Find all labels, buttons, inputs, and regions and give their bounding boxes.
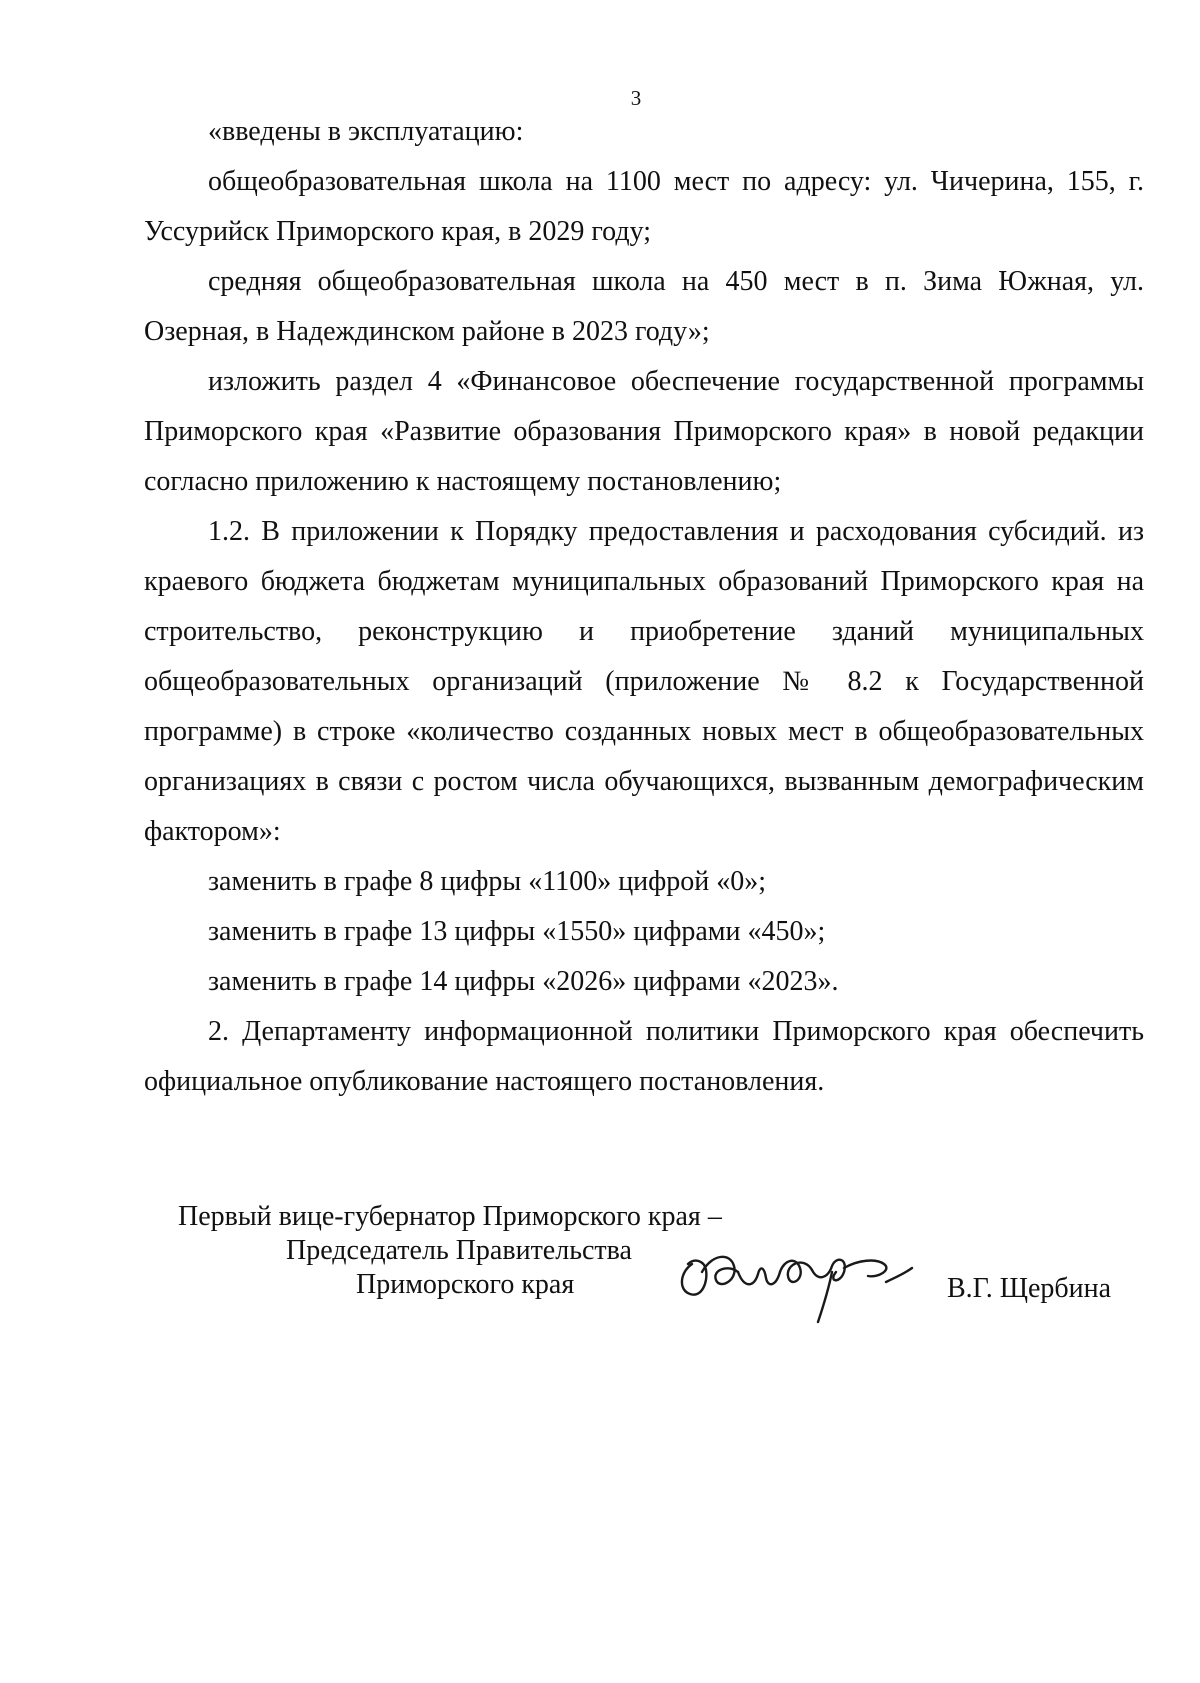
paragraph-commissioned-intro: «введены в эксплуатацию:: [208, 116, 524, 147]
paragraph-replace-column-14: заменить в графе 14 цифры «2026» цифрами «2023».: [208, 966, 839, 997]
paragraph-replace-column-13: заменить в графе 13 цифры «1550» цифрами «450»;: [208, 916, 826, 947]
paragraph-replace-column-8: заменить в графе 8 цифры «1100» цифрой «0»;: [208, 866, 767, 897]
document-body: [144, 107, 1144, 1107]
position-line-2: Председатель Правительства: [286, 1235, 632, 1266]
position-line-1: Первый вице-губернатор Приморского края –: [178, 1201, 722, 1232]
handwritten-signature: [672, 1242, 917, 1327]
signatory-position: [178, 1200, 722, 1302]
position-line-3: Приморского края: [356, 1269, 575, 1300]
paragraph-school-1100: общеобразовательная школа на 1100 мест по адресу: ул. Чичерина, 155, г. Уссурийск Приморского края, в 2029 году;: [144, 166, 1144, 247]
paragraph-school-450: средняя общеобразовательная школа на 450 мест в п. Зима Южная, ул. Озерная, в Надеждинском районе в 2023 году»;: [144, 266, 1144, 347]
paragraph-2-publication: 2. Департаменту информационной политики Приморского края обеспечить официальное опубликование настоящего постановления.: [144, 1016, 1144, 1097]
page-number: 3: [630, 86, 642, 110]
paragraph-section-4: изложить раздел 4 «Финансовое обеспечение государственной программы Приморского края «Развитие образования Приморского края» в новой редакции согласно приложению к настоящему постановлению;: [144, 366, 1144, 497]
signer-name: В.Г. Щербина: [947, 1273, 1112, 1304]
paragraph-1-2: 1.2. В приложении к Порядку предоставления и расходования субсидий. из краевого бюджета бюджетам муниципальных образований Приморского края на строительство, реконструкцию и приобретение зданий муниципальных общеобразовательных организаций (приложение № 8.2 к Государственной программе) в строке «количество созданных новых мест в общеобразовательных организациях в связи с ростом числа обучающихся, вызванным демографическим фактором»:: [144, 516, 1144, 847]
